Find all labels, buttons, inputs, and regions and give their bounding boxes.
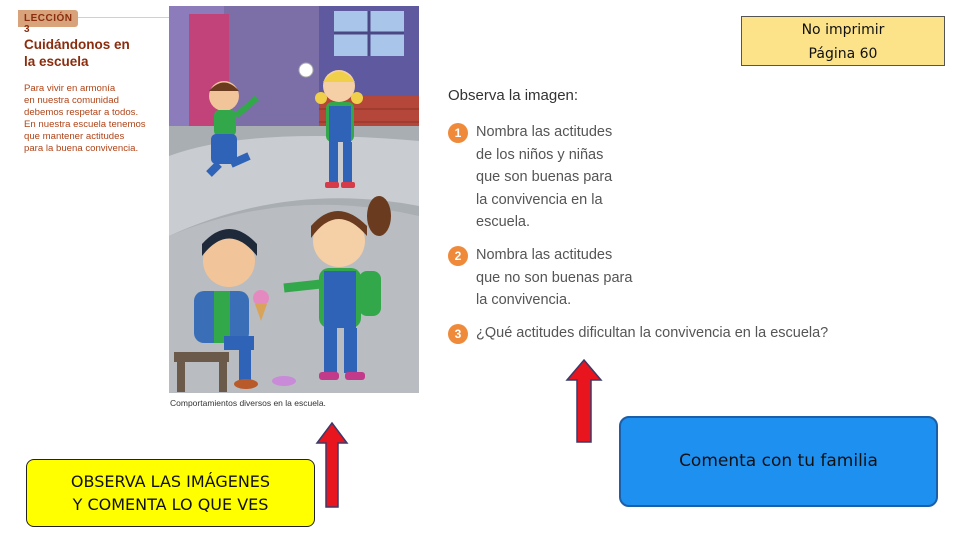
question-line: Nombra las actitudes (476, 247, 613, 263)
illustration-caption: Comportamientos diversos en la escuela. (170, 398, 326, 408)
activity-heading: Observa la imagen: (448, 87, 579, 104)
family-callout-text: Comenta con tu familia (679, 451, 878, 471)
family-callout (619, 416, 938, 507)
intro-line: debemos respetar a todos. (24, 107, 139, 118)
question-line: la convivencia en la (476, 191, 603, 208)
lesson-intro (24, 83, 164, 155)
up-arrow-icon (565, 358, 603, 444)
question-line: la convivencia. (476, 292, 572, 308)
lesson-title (24, 36, 164, 70)
question-1-text (476, 121, 612, 234)
up-arrow-icon (315, 421, 349, 509)
lesson-title-line: Cuidándonos en (24, 37, 130, 52)
do-not-print-note (741, 16, 945, 66)
observe-callout (26, 459, 315, 527)
lesson-title-line: la escuela (24, 54, 89, 69)
question-line: ¿Qué actitudes dificultan la convivencia en la escuela? (476, 325, 829, 341)
intro-line: Para vivir en armonía (24, 83, 116, 94)
note-line: Página 60 (808, 46, 878, 62)
note-line: No imprimir (801, 22, 885, 38)
question-line: que son buenas para (476, 169, 613, 185)
question-line: que no son buenas para (476, 269, 633, 286)
question-line: escuela. (476, 214, 531, 230)
question-number-badge: 3 (448, 324, 468, 344)
question-line: Nombra las actitudes (476, 124, 613, 140)
question-number-badge: 2 (448, 246, 468, 266)
intro-line: para la buena convivencia. (24, 143, 139, 154)
question-line: de los niños y niñas (476, 146, 604, 163)
question-2-text (476, 244, 632, 312)
intro-line: que mantener actitudes (24, 131, 125, 142)
lesson-tab (18, 10, 78, 35)
question-3-text (476, 322, 828, 345)
lesson-tab-label: LECCIÓN 3 (24, 13, 73, 35)
school-scene-image (169, 6, 419, 393)
observe-callout-line: Y COMENTA LO QUE VES (72, 495, 269, 514)
question-number-badge: 1 (448, 123, 468, 143)
intro-line: En nuestra escuela tenemos (24, 119, 146, 130)
observe-callout-line: OBSERVA LAS IMÁGENES (70, 472, 271, 491)
school-illustration (169, 6, 419, 393)
intro-line: en nuestra comunidad (24, 95, 119, 106)
